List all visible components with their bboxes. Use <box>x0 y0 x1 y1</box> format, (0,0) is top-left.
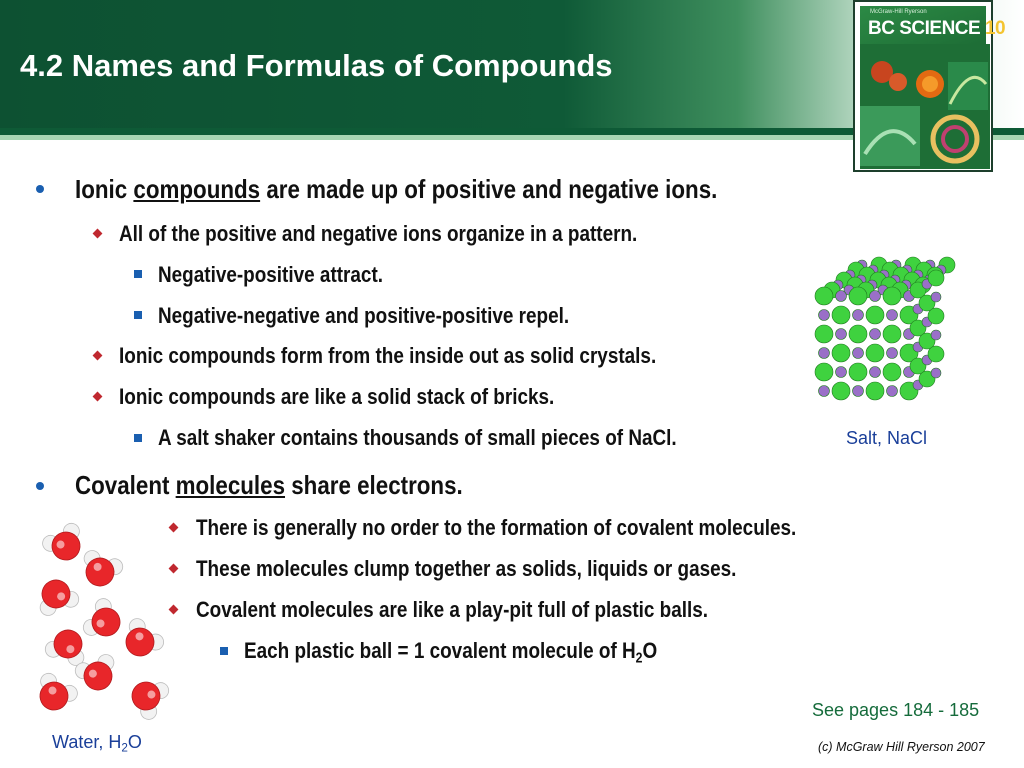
salt-caption: Salt, NaCl <box>846 428 928 448</box>
chloride-ion <box>883 363 901 381</box>
subscript: 2 <box>121 741 128 755</box>
chloride-ion <box>883 287 901 305</box>
water-molecules-figure <box>28 524 178 724</box>
textbook-title <box>868 18 1005 40</box>
water-molecule <box>32 574 81 618</box>
textbook-title-text: BC SCIENCE <box>868 18 981 39</box>
bullet-text: are made up of positive and negative ions. <box>260 174 718 204</box>
bullet-square <box>134 270 142 278</box>
bullet-diamond <box>93 351 103 361</box>
chloride-ion <box>866 344 884 362</box>
sodium-ion <box>887 348 898 359</box>
chloride-ion <box>866 382 884 400</box>
sodium-ion <box>819 348 830 359</box>
bullet-text: Covalent <box>75 470 176 500</box>
sodium-ion <box>836 329 847 340</box>
chloride-ion <box>815 287 833 305</box>
textbook-cover-image <box>860 44 990 169</box>
chloride-ion <box>866 306 884 324</box>
bullet-diamond <box>93 229 103 239</box>
bullet-text: Ionic <box>75 174 134 204</box>
sodium-ion <box>931 292 941 302</box>
subbullet-bricks: Ionic compounds are like a solid stack of bricks. <box>119 384 555 409</box>
sodium-ion <box>819 310 830 321</box>
sodium-ion <box>887 386 898 397</box>
sodium-ion <box>870 291 881 302</box>
sodium-ion <box>931 330 941 340</box>
copyright: (c) McGraw Hill Ryerson 2007 <box>818 740 985 754</box>
chloride-ion <box>832 344 850 362</box>
sodium-ion <box>887 310 898 321</box>
textbook-cover-art <box>860 6 1006 165</box>
slide-title: 4.2 Names and Formulas of Compounds <box>20 48 613 83</box>
textbook-publisher: McGraw-Hill Ryerson <box>870 9 927 15</box>
chloride-ion <box>883 325 901 343</box>
water-molecule <box>40 520 91 568</box>
bullet-square <box>134 311 142 319</box>
bullet-square <box>134 434 142 442</box>
water-molecule <box>124 672 172 723</box>
see-pages: See pages 184 - 185 <box>812 700 980 720</box>
sodium-ion <box>853 310 864 321</box>
subbullet-crystals: Ionic compounds form from the inside out as solid crystals. <box>119 343 657 368</box>
chloride-ion <box>815 325 833 343</box>
chloride-ion <box>928 346 944 362</box>
subsubbullet-attract: Negative-positive attract. <box>158 262 384 287</box>
water-caption <box>52 732 142 755</box>
bullet-text: Each plastic ball = 1 covalent molecule of H <box>244 638 636 663</box>
subbullet-clump: These molecules clump together as solids, liquids or gases. <box>196 556 737 581</box>
chloride-ion <box>815 363 833 381</box>
subbullet-pattern: All of the positive and negative ions organize in a pattern. <box>119 221 638 246</box>
sodium-ion <box>836 291 847 302</box>
chloride-ion <box>849 363 867 381</box>
subsubbullet-salt-shaker: A salt shaker contains thousands of small pieces of NaCl. <box>158 425 677 450</box>
bullet-covalent-molecules <box>75 470 463 501</box>
compounds-link[interactable]: compounds <box>133 174 261 204</box>
chloride-ion <box>928 308 944 324</box>
chloride-ion <box>849 287 867 305</box>
chloride-ion <box>832 382 850 400</box>
textbook-title-number: 10 <box>984 18 1006 39</box>
chloride-ion <box>928 270 944 286</box>
oxygen-atom <box>120 622 159 661</box>
subbullet-play-pit: Covalent molecules are like a play-pit full of plastic balls. <box>196 597 709 622</box>
textbook-cover <box>853 0 1006 172</box>
sodium-ion <box>819 386 830 397</box>
subbullet-no-order: There is generally no order to the formation of covalent molecules. <box>196 515 797 540</box>
sodium-ion <box>853 348 864 359</box>
chloride-ion <box>832 306 850 324</box>
nacl-crystal-figure <box>812 258 980 416</box>
molecules-link[interactable]: molecules <box>175 470 286 500</box>
water-molecule <box>76 548 125 592</box>
bullet-square <box>220 647 228 655</box>
bullet-text: share electrons. <box>285 470 463 500</box>
bullet-dot <box>36 482 44 490</box>
bullet-ionic-compounds <box>75 174 717 205</box>
caption-text: O <box>127 732 142 752</box>
bullet-text: O <box>642 638 658 663</box>
sodium-ion <box>870 367 881 378</box>
subscript: 2 <box>635 650 643 667</box>
sodium-ion <box>853 386 864 397</box>
water-molecule <box>30 670 81 718</box>
sodium-ion <box>931 368 941 378</box>
bullet-diamond <box>93 392 103 402</box>
sodium-ion <box>870 329 881 340</box>
sodium-ion <box>836 367 847 378</box>
water-molecule <box>116 615 167 665</box>
chloride-ion <box>849 325 867 343</box>
caption-text: Water, H <box>52 732 122 752</box>
subsubbullet-repel: Negative-negative and positive-positive repel. <box>158 303 570 328</box>
water-molecule <box>80 596 128 647</box>
subsubbullet-plastic-ball <box>244 638 657 666</box>
bullet-dot <box>36 185 44 193</box>
